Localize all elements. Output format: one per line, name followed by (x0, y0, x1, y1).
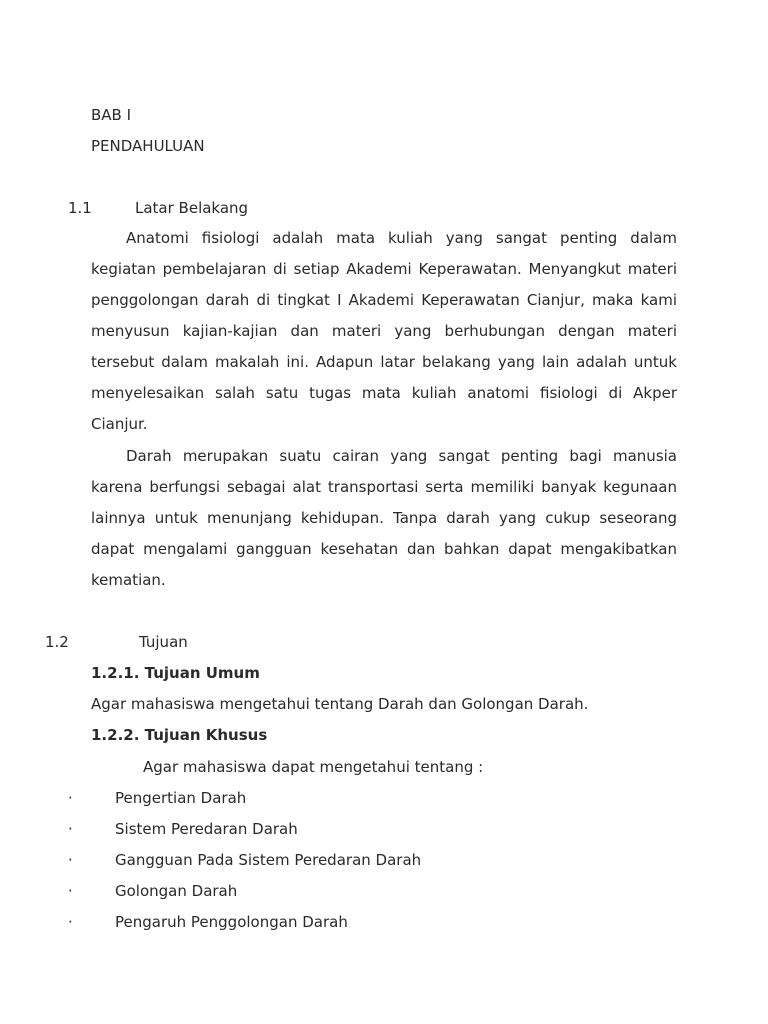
bullet-icon: · (68, 913, 73, 931)
section-1-1-number: 1.1 (68, 199, 92, 217)
list-item: Pengertian Darah (115, 789, 247, 807)
tujuan-umum-heading: 1.2.1. Tujuan Umum (91, 664, 260, 682)
chapter-title: PENDAHULUAN (91, 137, 205, 155)
tujuan-khusus-intro: Agar mahasiswa dapat mengetahui tentang : (143, 758, 484, 776)
bullet-icon: · (68, 851, 73, 869)
paragraph-latar-belakang-1: Anatomi fisiologi adalah mata kuliah yang sangat penting dalam kegiatan pembelajaran di setiap Akademi Keperawatan. Menyangkut materi penggolongan darah di tingkat I Akademi Keperawatan Cianjur, maka kami menyusun kajian-kajian dan materi yang berhubungan dengan materi tersebut dalam makalah ini. Adapun latar belakang yang lain adalah untuk menyelesaikan salah satu tugas mata kuliah anatomi fisiologi di Akper Cianjur. (91, 229, 677, 433)
tujuan-umum-text: Agar mahasiswa mengetahui tentang Darah dan Golongan Darah. (91, 695, 589, 713)
bullet-icon: · (68, 820, 73, 838)
section-1-1-title: Latar Belakang (135, 199, 249, 217)
list-item: Pengaruh Penggolongan Darah (115, 913, 348, 931)
paragraph-latar-belakang-2: Darah merupakan suatu cairan yang sangat penting bagi manusia karena berfungsi sebagai alat transportasi serta memiliki banyak kegunaan lainnya untuk menunjang kehidupan. Tanpa darah yang cukup seseorang dapat mengalami gangguan kesehatan dan bahkan dapat mengakibatkan kematian. (91, 447, 677, 589)
section-1-2-title: Tujuan (139, 633, 188, 651)
list-item: Sistem Peredaran Darah (115, 820, 298, 838)
list-item: Gangguan Pada Sistem Peredaran Darah (115, 851, 422, 869)
bullet-icon: · (68, 882, 73, 900)
tujuan-khusus-heading: 1.2.2. Tujuan Khusus (91, 726, 268, 744)
section-1-2-number: 1.2 (45, 633, 69, 651)
list-item: Golongan Darah (115, 882, 238, 900)
chapter-label: BAB I (91, 106, 132, 124)
bullet-icon: · (68, 789, 73, 807)
